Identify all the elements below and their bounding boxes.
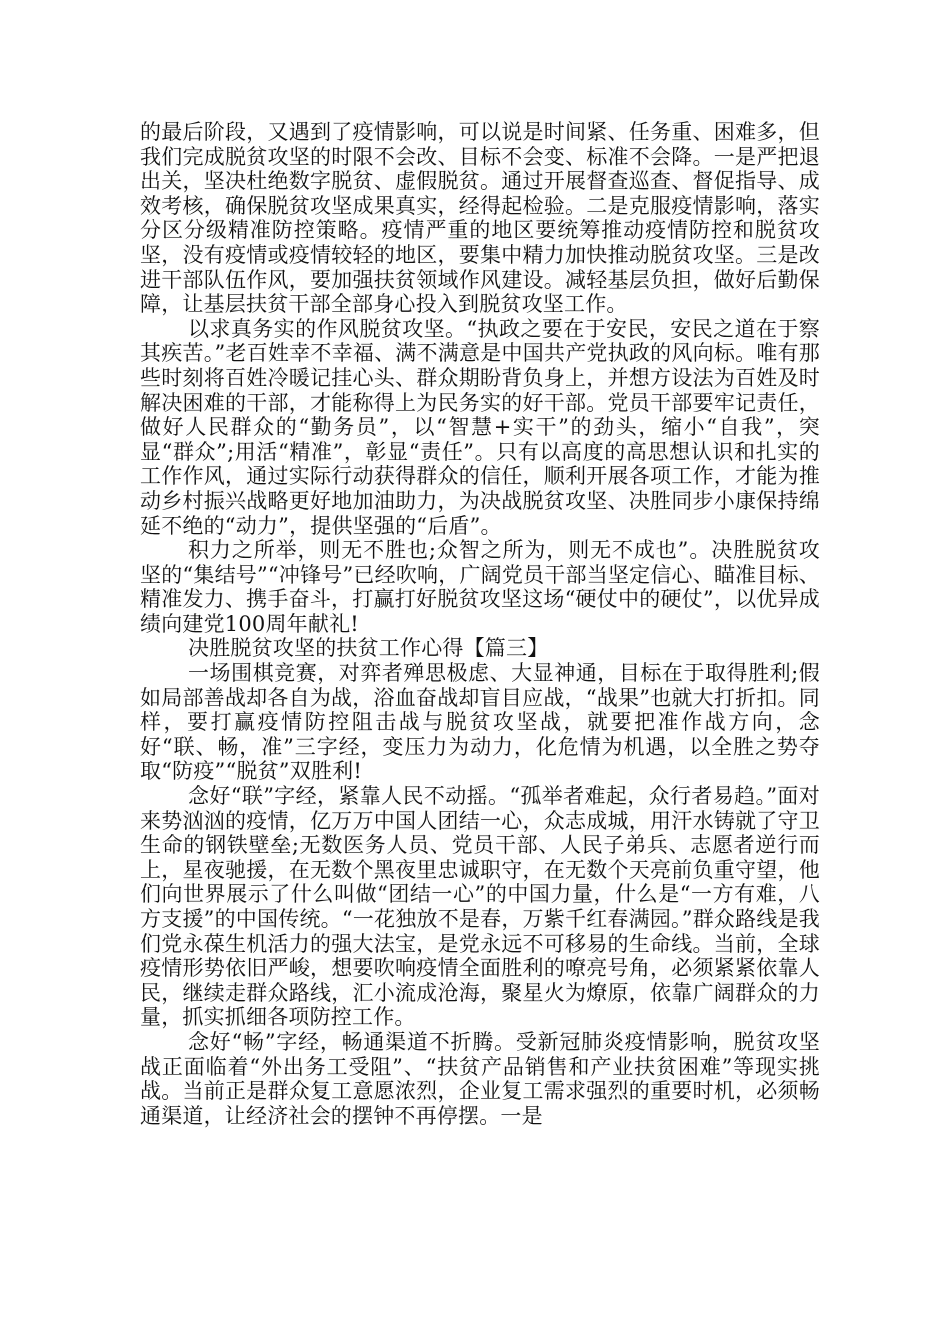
paragraph-go-game: 一场围棋竞赛，对弈者殚思极虑、大显神通，目标在于取得胜利;假如局部善战却各自为战，浴血奋战却盲目应战，“战果”也就大打折扣。同样，要打赢疫情防控阻击战与脱贫攻坚战，就要把准作战方向，念好“联、畅，准”三字经，变压力为动力，化危情为机遇，以全胜之势夺取“防疫”“脱贫”双胜利! (140, 661, 820, 784)
paragraph-unite: 念好“联”字经，紧靠人民不动摇。“孤举者难起，众行者易趋。”面对来势汹汹的疫情，亿万万中国人团结一心，众志成城，用汗水铸就了守卫生命的钢铁壁垒;无数医务人员、党员干部、人民子弟兵、志愿者逆行而上，星夜驰援，在无数个黑夜里忠诚职守，在无数个天亮前负重守望，他们向世界展示了什么叫做“团结一心”的中国力量，什么是“一方有难，八方支援”的中国传统。“一花独放不是春，万紫千红春满园。”群众路线是我们党永葆生机活力的强大法宝，是党永远不可移易的生命线。当前，全球疫情形势依旧严峻，想要吹响疫情全面胜利的嘹亮号角，必须紧紧依靠人民，继续走群众路线，汇小流成沧海，聚星火为燎原，依靠广阔群众的力量，抓实抓细各项防控工作。 (140, 784, 820, 1030)
section-heading: 决胜脱贫攻坚的扶贫工作心得【篇三】 (188, 636, 549, 661)
paragraph-smooth-channels: 念好“畅”字经，畅通渠道不折腾。受新冠肺炎疫情影响，脱贫攻坚战正面临着“外出务工受阻”、“扶贫产品销售和产业扶贫困难”等现实挑战。当前正是群众复工意愿浓烈，企业复工需求强烈的重要时机，必须畅通渠道，让经济社会的摆钟不再停摆。一是 (140, 1029, 820, 1128)
document-body (140, 120, 820, 1128)
paragraph-work-style: 以求真务实的作风脱贫攻坚。“执政之要在于安民，安民之道在于察其疾苦。”老百姓幸不幸福、满不满意是中国共产党执政的风向标。唯有那些时刻将百姓冷暖记挂心头、群众期盼背负身上，并想方设法为百姓及时解决困难的干部，才能称得上为民务实的好干部。党员干部要牢记责任，做好人民群众的“勤务员”，以“智慧+实干”的劲头，缩小“自我”，突显“群众”;用活“精准”，彰显“责任”。只有以高度的高思想认识和扎实的工作作风，通过实际行动获得群众的信任，顺利开展各项工作，才能为推动乡村振兴战略更好地加油助力，为决战脱贫攻坚、决胜同步小康保持绵延不绝的“动力”，提供坚强的“后盾”。 (140, 316, 820, 538)
paragraph-continuation: 的最后阶段，又遇到了疫情影响，可以说是时间紧、任务重、困难多，但我们完成脱贫攻坚的时限不会改、目标不会变、标准不会降。一是严把退出关，坚决杜绝数字脱贫、虚假脱贫。通过开展督查巡查、督促指导、成效考核，确保脱贫攻坚成果真实，经得起检验。二是克服疫情影响，落实分区分级精准防控策略。疫情严重的地区要统筹推动疫情防控和脱贫攻坚，没有疫情或疫情较轻的地区，要集中精力加快推动脱贫攻坚。三是改进干部队伍作风，要加强扶贫领域作风建设。减轻基层负担，做好后勤保障，让基层扶贫干部全部身心投入到脱贫攻坚工作。 (140, 120, 820, 317)
paragraph-collective-effort: 积力之所举，则无不胜也;众智之所为，则无不成也”。决胜脱贫攻坚的“集结号”“冲锋号”已经吹响，广阔党员干部当坚定信心、瞄准目标、精准发力、携手奋斗，打赢打好脱贫攻坚这场“硬仗中的硬仗”，以优异成绩向建党100周年献礼! (140, 538, 820, 636)
